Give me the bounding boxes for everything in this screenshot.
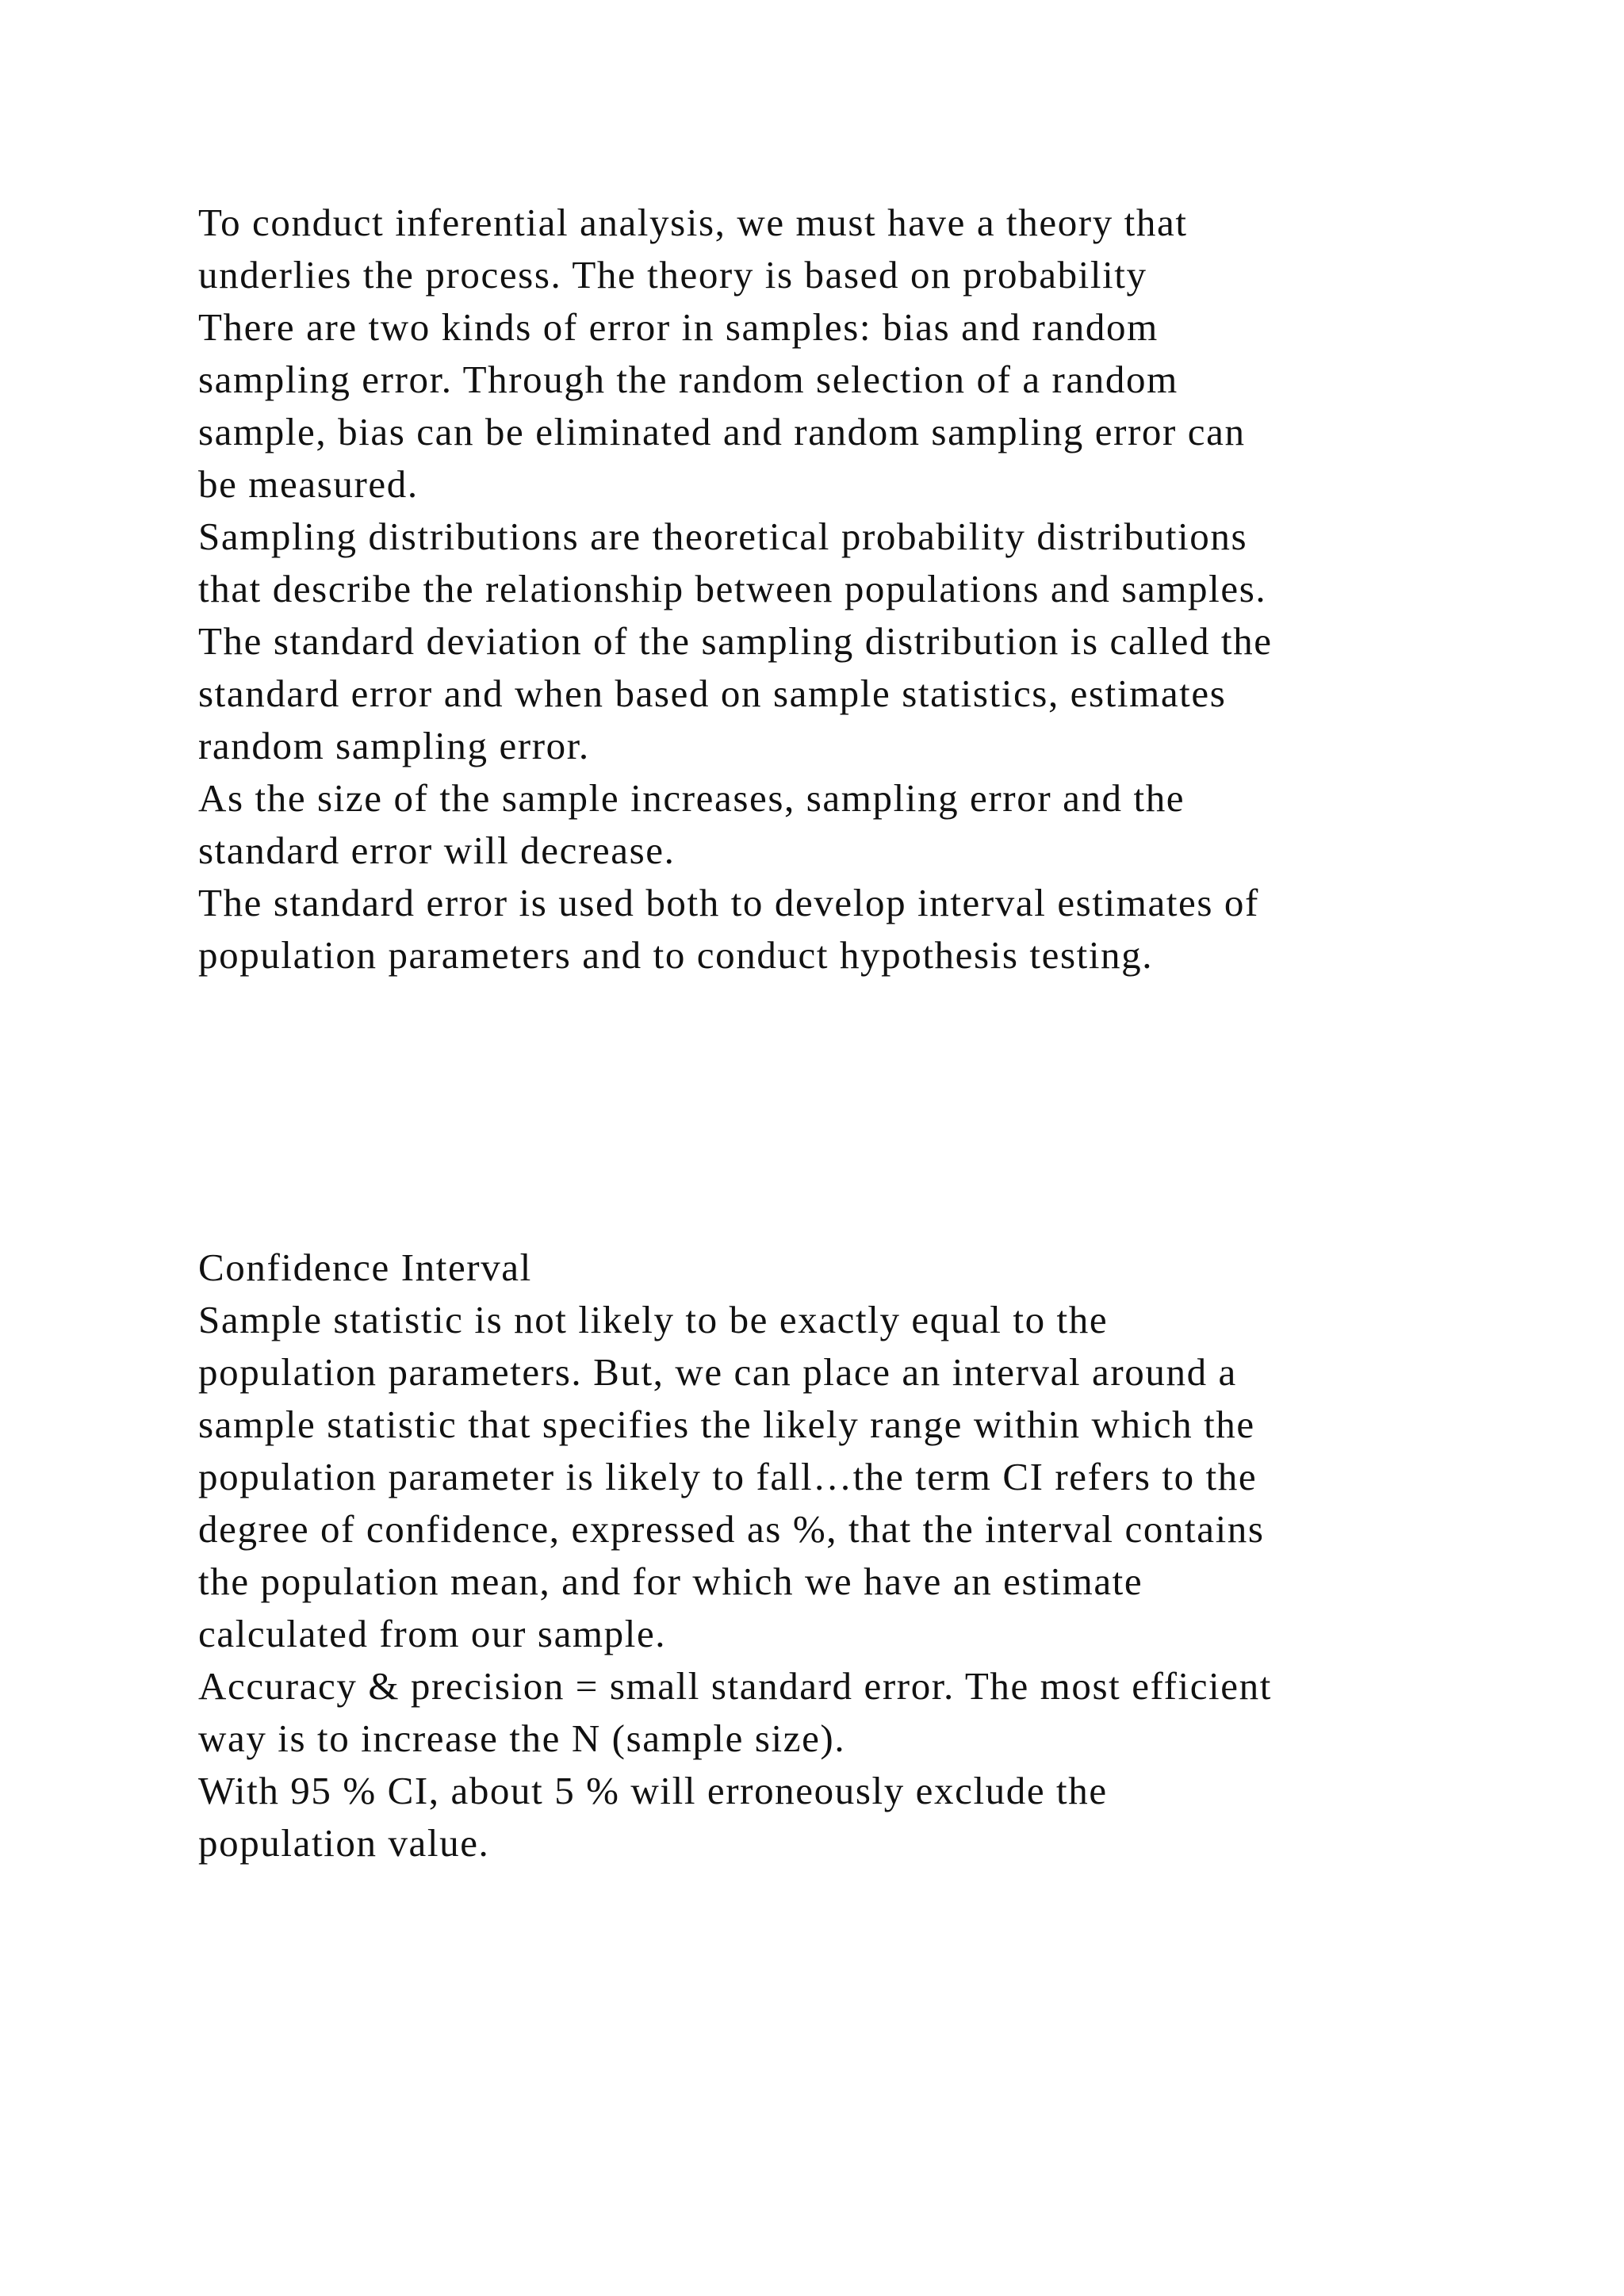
paragraph-line: population value.	[198, 1821, 490, 1865]
paragraph-line: Sampling distributions are theoretical probability distributions	[198, 515, 1248, 558]
paragraph-line: that describe the relationship between populations and samples.	[198, 567, 1267, 610]
paragraph-line: As the size of the sample increases, sampling error and the	[198, 776, 1185, 820]
paragraph-line: sample, bias can be eliminated and random sampling error can	[198, 410, 1246, 453]
section-heading: Confidence Interval	[198, 1246, 532, 1289]
paragraph-line: degree of confidence, expressed as %, that the interval contains	[198, 1507, 1265, 1551]
paragraph-line: population parameters and to conduct hypothesis testing.	[198, 933, 1154, 977]
paragraph-line: standard error will decrease.	[198, 828, 676, 872]
paragraph-line: There are two kinds of error in samples: bias and random	[198, 305, 1159, 349]
paragraph-line: be measured.	[198, 462, 419, 506]
paragraph-line: population parameters. But, we can place an interval around a	[198, 1350, 1237, 1394]
paragraph-line: underlies the process. The theory is based on probability	[198, 253, 1147, 297]
paragraph-line: The standard deviation of the sampling distribution is called the	[198, 619, 1273, 663]
paragraph-line: way is to increase the N (sample size).	[198, 1716, 846, 1760]
paragraph-line: Accuracy & precision = small standard error. The most efficient	[198, 1664, 1272, 1708]
paragraph-line: To conduct inferential analysis, we must have a theory that	[198, 201, 1188, 244]
paragraph-line: sampling error. Through the random selection of a random	[198, 358, 1178, 401]
paragraph-line: calculated from our sample.	[198, 1612, 667, 1655]
paragraph-line: standard error and when based on sample statistics, estimates	[198, 672, 1227, 715]
paragraph-line: the population mean, and for which we have an estimate	[198, 1559, 1143, 1603]
paragraph-line: The standard error is used both to develop interval estimates of	[198, 881, 1259, 924]
paragraph-line: With 95 % CI, about 5 % will erroneously exclude the	[198, 1769, 1108, 1812]
paragraph-line: Sample statistic is not likely to be exactly equal to the	[198, 1298, 1109, 1341]
paragraph-line: sample statistic that specifies the likely range within which the	[198, 1402, 1255, 1446]
paragraph-line: random sampling error.	[198, 724, 590, 767]
paragraph-line: population parameter is likely to fall…the term CI refers to the	[198, 1455, 1258, 1498]
